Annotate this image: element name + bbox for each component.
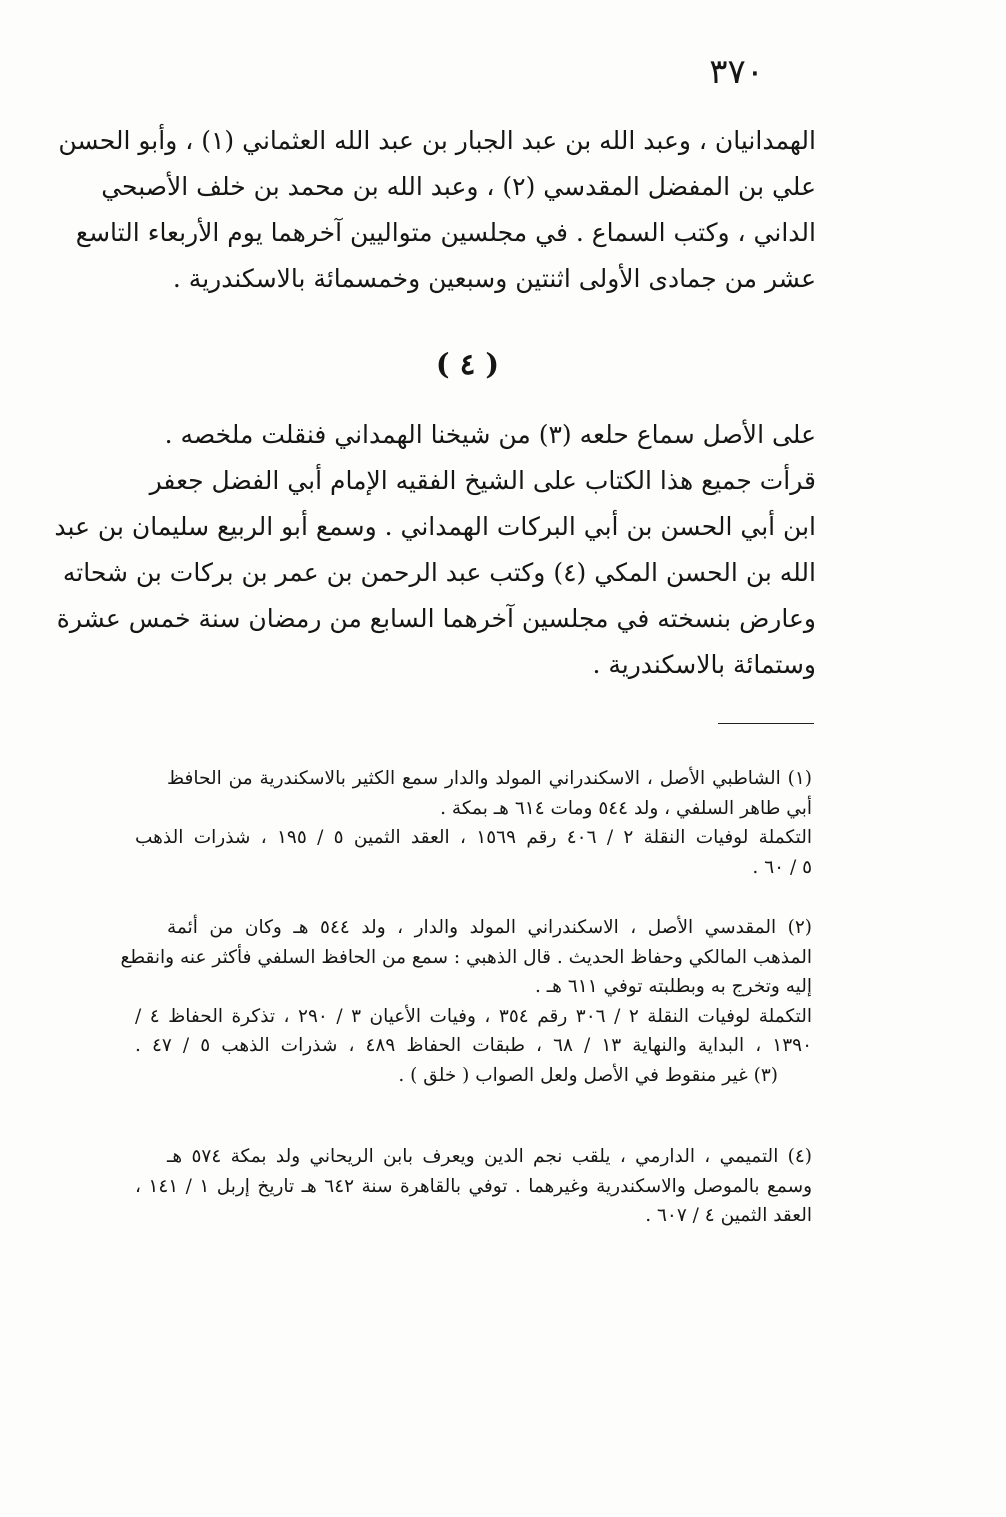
footnote-line: (٢) المقدسي الأصل ، الاسكندراني المولد والدار ، ولد ٥٤٤ هـ وكان من أئمة — [167, 917, 813, 938]
footnote-2 — [120, 913, 813, 1090]
footnote-line: وسمع بالموصل والاسكندرية وغيرهما . توفي بالقاهرة سنة ٦٤٢ هـ تاريخ إربل ١ / ١٤١ ، — [135, 1175, 812, 1197]
footnote-1 — [135, 764, 812, 882]
footnote-line: التكملة لوفيات النقلة ٢ / ٣٠٦ رقم ٣٥٤ ، وفيات الأعيان ٣ / ٢٩٠ ، تذكرة الحفاظ ٤ / — [135, 1005, 813, 1027]
text-line: علي بن المفضل المقدسي (٢) ، وعبد الله بن محمد بن خلف الأصبحي — [101, 172, 816, 201]
footnote-4 — [135, 1142, 812, 1231]
text-line: وستمائة بالاسكندرية . — [592, 650, 816, 679]
footnote-line: أبي طاهر السلفي ، ولد ٥٤٤ ومات ٦١٤ هـ بمكة . — [440, 797, 812, 819]
paragraph-continued — [58, 118, 816, 302]
text-line: على الأصل سماع حلعه (٣) من شيخنا الهمداني فنقلت ملخصه . — [164, 420, 816, 449]
text-line: الهمدانيان ، وعبد الله بن عبد الجبار بن عبد الله العثماني (١) ، وأبو الحسن — [58, 126, 816, 155]
text-line: قرأت جميع هذا الكتاب على الشيخ الفقيه الإمام أبي الفضل جعفر — [149, 466, 816, 495]
footnote-line: التكملة لوفيات النقلة ٢ / ٤٠٦ رقم ١٥٦٩ ، العقد الثمين ٥ / ١٩٥ ، شذرات الذهب — [135, 827, 812, 848]
paragraph-section-4 — [54, 412, 816, 688]
footnote-line: (١) الشاطبي الأصل ، الاسكندراني المولد والدار سمع الكثير بالاسكندرية من الحافظ — [167, 768, 812, 789]
footnote-line: (٤) التميمي ، الدارمي ، يلقب نجم الدين ويعرف بابن الريحاني ولد بمكة ٥٧٤ هـ — [167, 1146, 812, 1167]
footnote-line: إليه وتخرج به وبطلبته توفي ٦١١ هـ . — [535, 976, 812, 997]
footnote-line: العقد الثمين ٤ / ٦٠٧ . — [645, 1205, 812, 1226]
footnote-line: ٥ / ٦٠ . — [752, 856, 812, 878]
text-line: الله بن الحسن المكي (٤) وكتب عبد الرحمن بن عمر بن بركات بن شحاته — [62, 558, 816, 587]
footnote-line: ١٣٩٠ ، البداية والنهاية ١٣ / ٦٨ ، طبقات الحفاظ ٤٨٩ ، شذرات الذهب ٥ / ٤٧ . — [135, 1035, 813, 1056]
footnote-3: (٣) غير منقوط في الأصل ولعل الصواب ( خلق ) . — [398, 1064, 778, 1086]
text-line: الداني ، وكتب السماع . في مجلسين متواليين آخرهما يوم الأربعاء التاسع — [75, 218, 816, 247]
text-line: عشر من جمادى الأولى اثنتين وسبعين وخمسمائة بالاسكندرية . — [172, 264, 816, 293]
text-line: وعارض بنسخته في مجلسين آخرهما السابع من رمضان سنة خمس عشرة — [56, 604, 816, 633]
section-heading: ( ٤ ) — [435, 347, 500, 381]
footnote-separator — [718, 723, 814, 724]
footnote-line: المذهب المالكي وحفاظ الحديث . قال الذهبي : سمع من الحافظ السلفي فأكثر عنه وانقطع — [120, 946, 812, 968]
page-number: ٣٧٠ — [709, 52, 764, 92]
text-line: ابن أبي الحسن بن أبي البركات الهمداني . وسمع أبو الربيع سليمان بن عبد — [54, 512, 816, 541]
